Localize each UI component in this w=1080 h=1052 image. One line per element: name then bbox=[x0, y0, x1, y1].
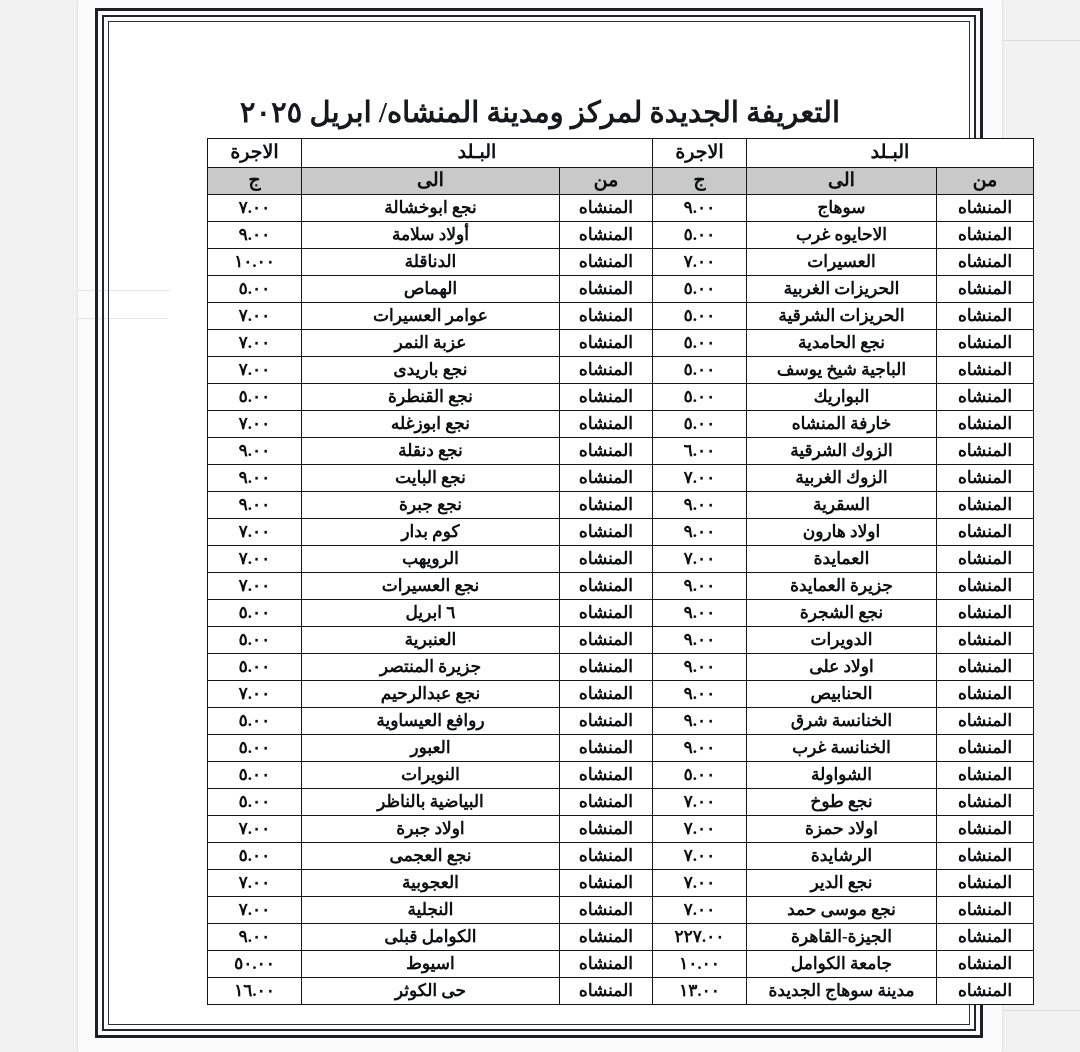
cell-from-left: المنشاه bbox=[559, 789, 652, 816]
cell-to-left: جزيرة المنتصر bbox=[301, 654, 559, 681]
cell-to-right: السقرية bbox=[746, 492, 936, 519]
cell-from-right: المنشاه bbox=[937, 897, 1034, 924]
cell-from-right: المنشاه bbox=[937, 465, 1034, 492]
cell-from-left: المنشاه bbox=[559, 573, 652, 600]
cell-fare-left: ٥.٠٠ bbox=[207, 600, 301, 627]
cell-to-right: الحريزات الغربية bbox=[746, 276, 936, 303]
cell-fare-left: ٧.٠٠ bbox=[207, 330, 301, 357]
cell-from-right: المنشاه bbox=[937, 573, 1034, 600]
cell-to-left: اسيوط bbox=[301, 951, 559, 978]
cell-from-left: المنشاه bbox=[559, 546, 652, 573]
cell-fare-right: ٥.٠٠ bbox=[652, 384, 746, 411]
table-row bbox=[207, 573, 1033, 600]
cell-from-right: المنشاه bbox=[937, 384, 1034, 411]
cell-from-left: المنشاه bbox=[559, 978, 652, 1005]
cell-from-right: المنشاه bbox=[937, 276, 1034, 303]
table-row bbox=[207, 708, 1033, 735]
cell-to-left: نجع عبدالرحيم bbox=[301, 681, 559, 708]
cell-fare-right: ٥.٠٠ bbox=[652, 222, 746, 249]
cell-from-left: المنشاه bbox=[559, 330, 652, 357]
table-row bbox=[207, 438, 1033, 465]
table-row bbox=[207, 276, 1033, 303]
cell-to-right: الزوك الشرقية bbox=[746, 438, 936, 465]
cell-to-left: نجع البايت bbox=[301, 465, 559, 492]
cell-from-left: المنشاه bbox=[559, 249, 652, 276]
cell-from-right: المنشاه bbox=[937, 195, 1034, 222]
cell-to-left: اولاد جبرة bbox=[301, 816, 559, 843]
table-row bbox=[207, 519, 1033, 546]
cell-from-left: المنشاه bbox=[559, 762, 652, 789]
cell-to-left: العجوبية bbox=[301, 870, 559, 897]
table-row bbox=[207, 384, 1033, 411]
cell-to-left: الدناقلة bbox=[301, 249, 559, 276]
cell-from-left: المنشاه bbox=[559, 708, 652, 735]
cell-fare-right: ٩.٠٠ bbox=[652, 654, 746, 681]
table-row bbox=[207, 681, 1033, 708]
cell-fare-right: ٩.٠٠ bbox=[652, 627, 746, 654]
scan-artifact-streak bbox=[1004, 1010, 1080, 1011]
cell-from-right: المنشاه bbox=[937, 924, 1034, 951]
cell-fare-left: ١٠.٠٠ bbox=[207, 249, 301, 276]
table-row bbox=[207, 924, 1033, 951]
cell-fare-left: ٧.٠٠ bbox=[207, 897, 301, 924]
cell-from-left: المنشاه bbox=[559, 924, 652, 951]
cell-to-right: العمايدة bbox=[746, 546, 936, 573]
cell-to-left: النويرات bbox=[301, 762, 559, 789]
cell-to-right: اولاد هارون bbox=[746, 519, 936, 546]
scan-artifact-streak bbox=[1004, 40, 1080, 41]
cell-from-right: المنشاه bbox=[937, 870, 1034, 897]
table-row bbox=[207, 735, 1033, 762]
cell-fare-left: ٥٠.٠٠ bbox=[207, 951, 301, 978]
cell-to-right: نجع الحامدية bbox=[746, 330, 936, 357]
cell-fare-right: ٧.٠٠ bbox=[652, 546, 746, 573]
cell-from-right: المنشاه bbox=[937, 492, 1034, 519]
cell-from-left: المنشاه bbox=[559, 951, 652, 978]
cell-fare-left: ٧.٠٠ bbox=[207, 357, 301, 384]
cell-to-left: نجع جبرة bbox=[301, 492, 559, 519]
table-row bbox=[207, 330, 1033, 357]
table-row bbox=[207, 978, 1033, 1005]
cell-fare-right: ٧.٠٠ bbox=[652, 897, 746, 924]
cell-from-right: المنشاه bbox=[937, 303, 1034, 330]
cell-fare-right: ٩.٠٠ bbox=[652, 195, 746, 222]
cell-from-left: المنشاه bbox=[559, 681, 652, 708]
table-row bbox=[207, 303, 1033, 330]
table-row bbox=[207, 951, 1033, 978]
cell-to-left: كوم بدار bbox=[301, 519, 559, 546]
cell-to-left: نجع ابوخشالة bbox=[301, 195, 559, 222]
cell-to-right: الشواولة bbox=[746, 762, 936, 789]
cell-from-right: المنشاه bbox=[937, 843, 1034, 870]
cell-fare-right: ٩.٠٠ bbox=[652, 708, 746, 735]
cell-to-right: نجع طوخ bbox=[746, 789, 936, 816]
cell-fare-right: ١٣.٠٠ bbox=[652, 978, 746, 1005]
header-from-right: من bbox=[937, 168, 1034, 195]
cell-from-left: المنشاه bbox=[559, 816, 652, 843]
cell-from-left: المنشاه bbox=[559, 600, 652, 627]
header-from-left: من bbox=[559, 168, 652, 195]
table-row bbox=[207, 789, 1033, 816]
cell-to-left: نجع العجمى bbox=[301, 843, 559, 870]
cell-from-left: المنشاه bbox=[559, 357, 652, 384]
cell-fare-right: ٧.٠٠ bbox=[652, 465, 746, 492]
cell-to-right: العسيرات bbox=[746, 249, 936, 276]
cell-from-left: المنشاه bbox=[559, 627, 652, 654]
cell-from-right: المنشاه bbox=[937, 789, 1034, 816]
cell-to-right: الحنابيص bbox=[746, 681, 936, 708]
cell-fare-right: ٩.٠٠ bbox=[652, 735, 746, 762]
table-body bbox=[207, 195, 1033, 1005]
cell-from-right: المنشاه bbox=[937, 816, 1034, 843]
table-row bbox=[207, 762, 1033, 789]
cell-fare-left: ٥.٠٠ bbox=[207, 276, 301, 303]
cell-to-left: نجع القنطرة bbox=[301, 384, 559, 411]
cell-fare-right: ٩.٠٠ bbox=[652, 519, 746, 546]
cell-from-left: المنشاه bbox=[559, 276, 652, 303]
scanned-page bbox=[78, 0, 1013, 1052]
cell-to-left: ٦ ابريل bbox=[301, 600, 559, 627]
cell-fare-left: ٥.٠٠ bbox=[207, 789, 301, 816]
cell-to-right: نجع موسى حمد bbox=[746, 897, 936, 924]
cell-fare-left: ٧.٠٠ bbox=[207, 411, 301, 438]
table-row bbox=[207, 627, 1033, 654]
cell-from-left: المنشاه bbox=[559, 195, 652, 222]
cell-fare-right: ٧.٠٠ bbox=[652, 870, 746, 897]
cell-fare-right: ٢٢٧.٠٠ bbox=[652, 924, 746, 951]
cell-to-right: الدويرات bbox=[746, 627, 936, 654]
table-row bbox=[207, 411, 1033, 438]
cell-fare-left: ٧.٠٠ bbox=[207, 870, 301, 897]
header-fare-unit-left: ج bbox=[207, 168, 301, 195]
cell-fare-left: ٧.٠٠ bbox=[207, 519, 301, 546]
cell-fare-left: ٥.٠٠ bbox=[207, 384, 301, 411]
cell-from-right: المنشاه bbox=[937, 735, 1034, 762]
cell-from-left: المنشاه bbox=[559, 654, 652, 681]
cell-from-right: المنشاه bbox=[937, 249, 1034, 276]
cell-to-left: حى الكوثر bbox=[301, 978, 559, 1005]
cell-fare-left: ٥.٠٠ bbox=[207, 627, 301, 654]
table-row bbox=[207, 870, 1033, 897]
cell-fare-right: ٥.٠٠ bbox=[652, 411, 746, 438]
cell-fare-right: ٧.٠٠ bbox=[652, 249, 746, 276]
cell-fare-right: ١٠.٠٠ bbox=[652, 951, 746, 978]
cell-to-left: أولاد سلامة bbox=[301, 222, 559, 249]
table-row bbox=[207, 546, 1033, 573]
cell-to-left: الكوامل قبلى bbox=[301, 924, 559, 951]
table-row bbox=[207, 897, 1033, 924]
cell-fare-right: ٥.٠٠ bbox=[652, 762, 746, 789]
cell-to-left: العبور bbox=[301, 735, 559, 762]
cell-to-left: البياضية بالناظر bbox=[301, 789, 559, 816]
cell-to-right: الخنانسة شرق bbox=[746, 708, 936, 735]
table-row bbox=[207, 465, 1033, 492]
cell-fare-right: ٥.٠٠ bbox=[652, 303, 746, 330]
cell-fare-left: ٥.٠٠ bbox=[207, 843, 301, 870]
cell-from-left: المنشاه bbox=[559, 465, 652, 492]
cell-fare-left: ٧.٠٠ bbox=[207, 546, 301, 573]
cell-fare-right: ٦.٠٠ bbox=[652, 438, 746, 465]
header-to-right: الى bbox=[746, 168, 936, 195]
cell-to-right: اولاد على bbox=[746, 654, 936, 681]
cell-from-left: المنشاه bbox=[559, 843, 652, 870]
cell-from-right: المنشاه bbox=[937, 627, 1034, 654]
cell-fare-left: ٥.٠٠ bbox=[207, 762, 301, 789]
cell-from-right: المنشاه bbox=[937, 438, 1034, 465]
cell-fare-left: ٩.٠٠ bbox=[207, 222, 301, 249]
table-row bbox=[207, 222, 1033, 249]
cell-from-right: المنشاه bbox=[937, 222, 1034, 249]
cell-fare-right: ٩.٠٠ bbox=[652, 573, 746, 600]
header-to-left: الى bbox=[301, 168, 559, 195]
table-row bbox=[207, 654, 1033, 681]
cell-to-right: الاحايوه غرب bbox=[746, 222, 936, 249]
cell-to-left: نجع العسيرات bbox=[301, 573, 559, 600]
header-group-row bbox=[207, 139, 1033, 168]
cell-fare-right: ٧.٠٠ bbox=[652, 843, 746, 870]
cell-to-right: الزوك الغربية bbox=[746, 465, 936, 492]
cell-from-left: المنشاه bbox=[559, 438, 652, 465]
cell-to-left: نجع دنقلة bbox=[301, 438, 559, 465]
table-row bbox=[207, 249, 1033, 276]
cell-from-left: المنشاه bbox=[559, 384, 652, 411]
cell-from-right: المنشاه bbox=[937, 519, 1034, 546]
cell-fare-right: ٩.٠٠ bbox=[652, 600, 746, 627]
header-subcolumn-row bbox=[207, 168, 1033, 195]
cell-fare-right: ٥.٠٠ bbox=[652, 330, 746, 357]
cell-to-right: نجع الشجرة bbox=[746, 600, 936, 627]
cell-fare-left: ٧.٠٠ bbox=[207, 681, 301, 708]
cell-from-right: المنشاه bbox=[937, 411, 1034, 438]
header-place-group-left: البـلد bbox=[301, 139, 652, 168]
cell-from-left: المنشاه bbox=[559, 492, 652, 519]
cell-from-left: المنشاه bbox=[559, 519, 652, 546]
cell-to-right: البواريك bbox=[746, 384, 936, 411]
cell-to-right: سوهاج bbox=[746, 195, 936, 222]
cell-fare-left: ٩.٠٠ bbox=[207, 438, 301, 465]
cell-from-right: المنشاه bbox=[937, 951, 1034, 978]
cell-to-right: الجيزة-القاهرة bbox=[746, 924, 936, 951]
header-fare-group-left: الاجرة bbox=[207, 139, 301, 168]
cell-to-right: اولاد حمزة bbox=[746, 816, 936, 843]
cell-to-left: العنبرية bbox=[301, 627, 559, 654]
cell-fare-left: ٥.٠٠ bbox=[207, 708, 301, 735]
cell-fare-left: ٥.٠٠ bbox=[207, 654, 301, 681]
cell-from-left: المنشاه bbox=[559, 411, 652, 438]
cell-from-right: المنشاه bbox=[937, 357, 1034, 384]
cell-from-left: المنشاه bbox=[559, 222, 652, 249]
cell-fare-right: ٧.٠٠ bbox=[652, 816, 746, 843]
cell-from-left: المنشاه bbox=[559, 870, 652, 897]
cell-to-left: روافع العيساوية bbox=[301, 708, 559, 735]
cell-to-right: الخنانسة غرب bbox=[746, 735, 936, 762]
cell-from-right: المنشاه bbox=[937, 978, 1034, 1005]
cell-to-left: الهماص bbox=[301, 276, 559, 303]
cell-from-right: المنشاه bbox=[937, 546, 1034, 573]
cell-to-right: نجع الدير bbox=[746, 870, 936, 897]
cell-to-right: مدينة سوهاج الجديدة bbox=[746, 978, 936, 1005]
cell-from-right: المنشاه bbox=[937, 330, 1034, 357]
cell-fare-left: ٥.٠٠ bbox=[207, 735, 301, 762]
cell-to-left: عزبة النمر bbox=[301, 330, 559, 357]
cell-to-left: الرويهب bbox=[301, 546, 559, 573]
document-title: التعريفة الجديدة لمركز ومدينة المنشاه/ ابريل ٢٠٢٥ bbox=[239, 97, 841, 129]
header-fare-unit-right: ج bbox=[652, 168, 746, 195]
table-row bbox=[207, 843, 1033, 870]
cell-fare-right: ٩.٠٠ bbox=[652, 681, 746, 708]
cell-fare-left: ٧.٠٠ bbox=[207, 816, 301, 843]
cell-fare-right: ٧.٠٠ bbox=[652, 789, 746, 816]
cell-to-right: خارفة المنشاه bbox=[746, 411, 936, 438]
cell-from-right: المنشاه bbox=[937, 654, 1034, 681]
cell-fare-left: ٩.٠٠ bbox=[207, 465, 301, 492]
table-row bbox=[207, 492, 1033, 519]
cell-to-right: جزيرة العمايدة bbox=[746, 573, 936, 600]
header-place-group-right: البـلد bbox=[746, 139, 1033, 168]
tariff-table bbox=[207, 138, 1034, 1005]
table-row bbox=[207, 357, 1033, 384]
cell-to-left: عوامر العسيرات bbox=[301, 303, 559, 330]
cell-to-right: جامعة الكوامل bbox=[746, 951, 936, 978]
cell-fare-left: ١٦.٠٠ bbox=[207, 978, 301, 1005]
table-header bbox=[207, 139, 1033, 195]
cell-to-right: الحريزات الشرقية bbox=[746, 303, 936, 330]
cell-from-left: المنشاه bbox=[559, 735, 652, 762]
cell-fare-left: ٩.٠٠ bbox=[207, 924, 301, 951]
cell-fare-right: ٥.٠٠ bbox=[652, 357, 746, 384]
table-row bbox=[207, 195, 1033, 222]
cell-fare-right: ٩.٠٠ bbox=[652, 492, 746, 519]
cell-from-right: المنشاه bbox=[937, 681, 1034, 708]
cell-fare-left: ٧.٠٠ bbox=[207, 195, 301, 222]
cell-to-left: نجع ابوزغله bbox=[301, 411, 559, 438]
cell-from-left: المنشاه bbox=[559, 303, 652, 330]
cell-from-right: المنشاه bbox=[937, 600, 1034, 627]
table-row bbox=[207, 816, 1033, 843]
table-row bbox=[207, 600, 1033, 627]
tariff-table-container bbox=[208, 138, 1034, 1005]
cell-from-left: المنشاه bbox=[559, 897, 652, 924]
cell-to-right: الباجية شيخ يوسف bbox=[746, 357, 936, 384]
cell-from-right: المنشاه bbox=[937, 762, 1034, 789]
cell-fare-left: ٩.٠٠ bbox=[207, 492, 301, 519]
cell-to-left: نجع باريدى bbox=[301, 357, 559, 384]
cell-fare-left: ٧.٠٠ bbox=[207, 303, 301, 330]
cell-to-left: النجلية bbox=[301, 897, 559, 924]
cell-from-right: المنشاه bbox=[937, 708, 1034, 735]
cell-fare-left: ٧.٠٠ bbox=[207, 573, 301, 600]
header-fare-group-right: الاجرة bbox=[652, 139, 746, 168]
cell-fare-right: ٥.٠٠ bbox=[652, 276, 746, 303]
cell-to-right: الرشايدة bbox=[746, 843, 936, 870]
